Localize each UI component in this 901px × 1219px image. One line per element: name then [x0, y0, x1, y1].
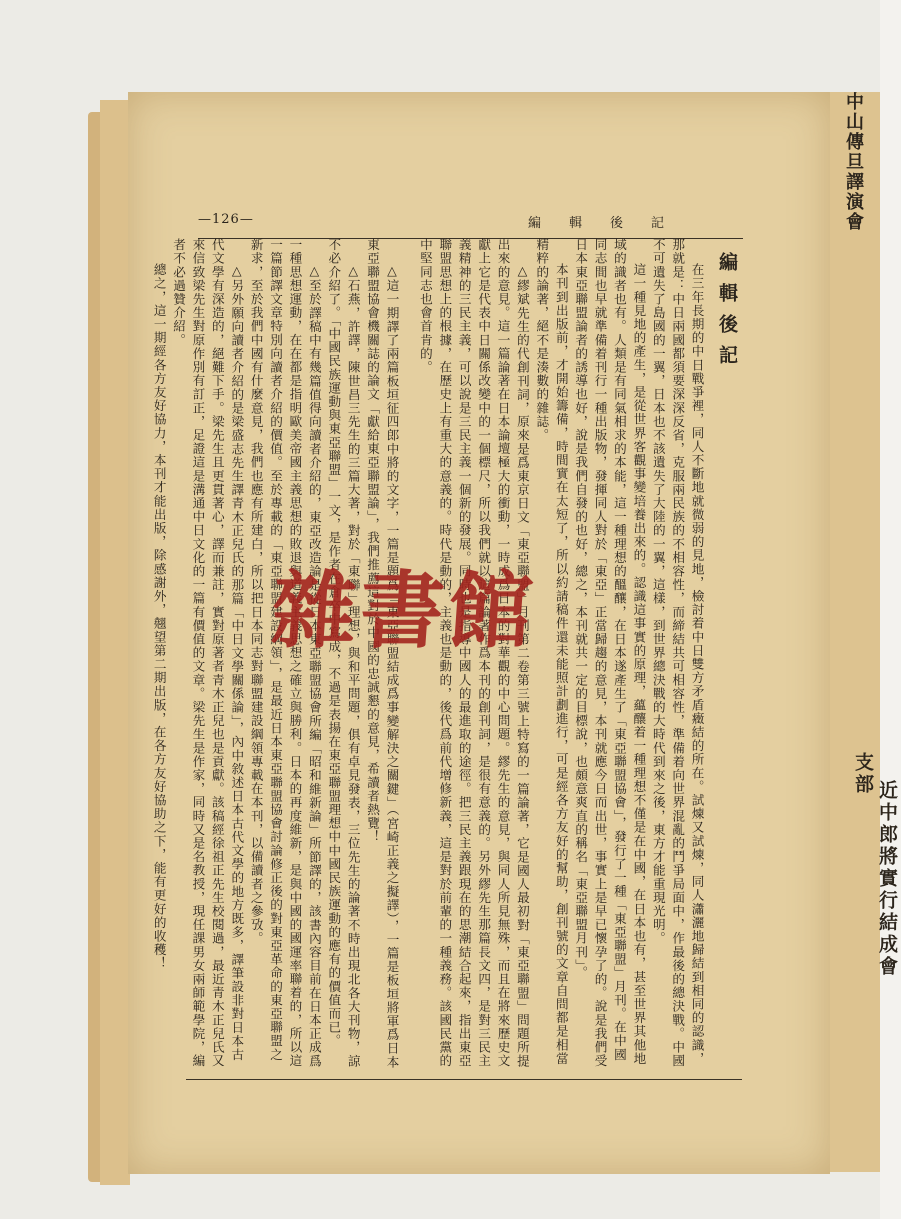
article-heading: 編輯後記	[716, 252, 738, 376]
paragraph: △這一期譯了兩篇板垣征四郎中將的文字，一篇是題爲「東亞聯盟結成爲事變解決之關鍵」（宮崎正義之擬譯），一篇是板垣將軍爲日本東亞聯盟協會機關誌的論文「獻給東亞聯盟論」，我們推薦這對於中國的忠誠懇的意見，希讀者熱覽！	[365, 238, 400, 1069]
adjacent-page-heading-b: 近中郎將實行結成會	[876, 780, 898, 978]
paragraph: 這一種見地的產生，是從世界客觀事變培養出來的。認識這事實的原理，蘊釀着一種理想不僅是在中國，在日本也有，甚至世界其他地域的識者也有。人類是有同氣相求的本能，這一種理想的醞釀，在日本遂產生了「東亞聯盟協會」，發行了一種「東亞聯盟」月刊。在中國同志間也早就準備着刊行一種出版物，發揮同人對於「東亞」正當歸趨的意見，本刊就應今日而出世，事實上是早已懷孕了的。說是我們受日本東亞聯盟論者的誘導也好，說是我們自發的也好，總之，本刊就共一定的目標說，也頗意爽直的稱名「東亞聯盟月刊」。	[573, 238, 647, 1068]
paragraph: △繆斌先生的代創刊詞，原來是爲東京日文「東亞聯盟」月刊第二卷第三號上特寫的一篇論著，它是國人最初對「東亞聯盟」問題所提出來的意見。這一篇論著在日本論壇極大的衝動，一時成爲日本的對華觀的中心問題。繆先生的意見，與同人所見無殊，而且在將來歷史文獻上它是代表中日關係改變中的一個標尺，所以我們就以這篇論著作爲本刊的創刊詞，是很有意義的。另外繆先生那篇長文四，是對三民主義精神的三民主義，可以說是三民主義一個新的發展。同時也是指導中國人的最進取的途徑。把三民主義跟現在的思潮結合起來，指出東亞聯盟思想上的根據，在歷史上有重大的意義的。時代是動的，主義也是動的，後代爲前代增修新義，這是對於前輩的一種義務。該國民黨的中堅同志也會首肯的。	[417, 238, 530, 1068]
library-watermark-stamp: 雜書館	[268, 561, 540, 660]
adjacent-page-top-text: 中山傳旦譯演會	[843, 92, 864, 232]
paragraph: 總之，這一期經各方友好協力，本刊才能出版，除感謝外，翹望第二期出版，在各方友好協助之下，能有更好的收穫！	[151, 263, 167, 971]
running-title: 編輯後記	[528, 216, 693, 231]
page-number: —126—	[198, 212, 254, 227]
adjacent-page-heading-a: 支部	[852, 752, 874, 796]
page-stack-edge	[100, 100, 130, 1185]
paragraph: △石燕，許譯，陳世昌三先生的三篇大著，對於「東聯」理想，與和平問題，俱有卓見發表，三位先生的論著不時出現北各大刊物，諒不必介紹了。「中國民族運動與東亞聯盟」一文，是作者在倉卒中寫成，不過是表揚在東亞聯盟理想中中國民族運動的應有的價值而已。	[326, 238, 361, 1068]
running-header	[198, 212, 743, 236]
paragraph: 在三年長期的中日戰爭裡，同人不斷地就微弱的見地，檢討着中日雙方矛盾癥結的所在。試煉又試煉，同人瀟灑地歸結到相同的認識，那就是：中日兩國都須要深深反省，克服兩民族的不相容性，而締結共可相容性，準備着向世界混亂的鬥爭局面中，作最後的總決戰。中國不可遺失了島國的一翼，日本也不該遺失了大陸的一翼，這樣，到世界總決戰的大時代到來之後，東方才能重現光明。	[650, 238, 705, 1068]
adjacent-page	[826, 92, 898, 1172]
paragraph: 本刊到出版前，才開始籌備，時間實在太短了，所以約請稿件還未能照計劃進行，可是經各方友好的幫助，創刊號的文章自問都是相當精粹的論著，絕不是湊數的雜誌。	[534, 238, 569, 1066]
paragraph: △至於譯稿中有幾篇值得向讀者介紹的，東亞改造論是從日本東亞聯盟協會所編「昭和維新論」所節譯的，該書內容目前在日本正成爲一種思想運動，在在都是指明歐美帝國主義思想的敗退與道義主義思想之確立與勝利。日本的再度維新，是與中國的國運率聯着的，所以這一篇節譯文章特別向讀者介紹的價值。至於專載的「東亞聯盟建設綱領」，是最近日本東亞聯盟協會討論修正後的對東亞革命的東亞聯盟之新求，至於我們中國有什麼意見，我們也應有所建白，所以把日本同志對聯盟建設綱領專載在本刊，以備讀者之參攷。	[248, 238, 322, 1068]
footer-rule	[186, 1079, 742, 1080]
paragraph: △另外願向讀者介紹的是梁盛志先生譯青木正兒氏的那篇「中日文學關係論」，內中敘述日本古代文學的地方既多，譯筆設非對日本古代文學有深造的，絕難下手。梁先生且更貫著心，譯而兼註，實對原著者青木正兒也是貢獻。該稿經徐祖正先生校閱過，最近青木正兒氏又來信致梁先生對原作別有訂正，足證這是溝通中日文化的一篇有價值的文章。梁先生是作家，同時又是名教授，現任課男女兩師範學院，編者不必過贊介紹。	[171, 238, 245, 1068]
